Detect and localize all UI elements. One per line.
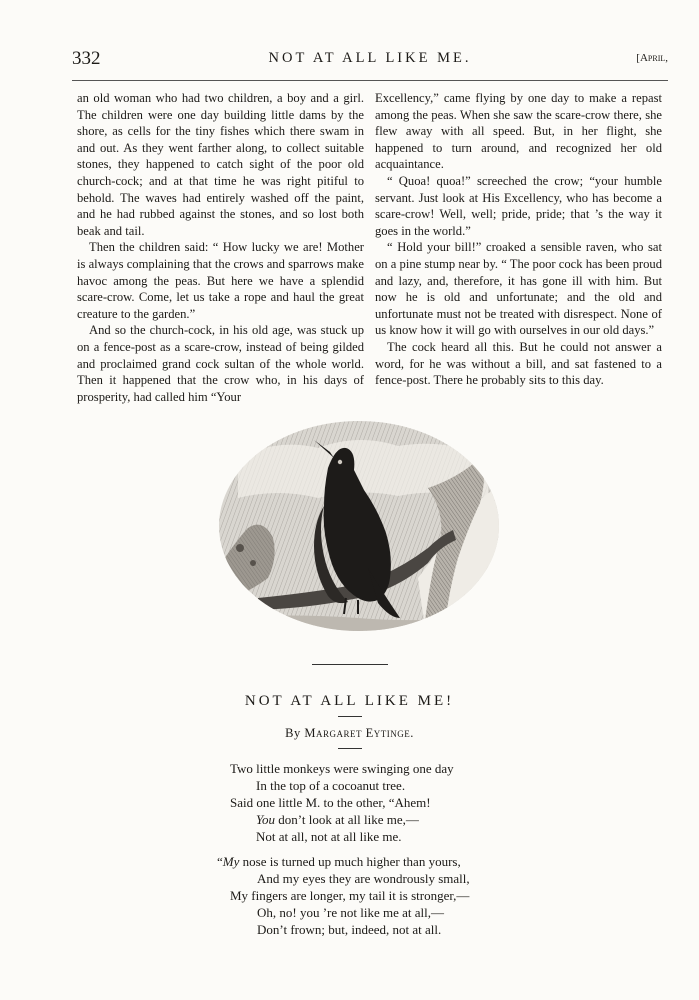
open-quote: “ xyxy=(217,854,223,869)
poem-line: In the top of a cocoanut tree. xyxy=(256,778,406,793)
poem-line: And my eyes they are wondrously small, xyxy=(257,871,470,886)
poem-line: Not at all, not at all like me. xyxy=(256,829,402,844)
page-header xyxy=(72,48,668,74)
header-rule xyxy=(72,80,668,81)
poem-byline xyxy=(0,726,699,741)
right-paragraph-2: “ Quoa! quoa!” screeched the crow; “your humble servant. Just look at His Excellency, who has become a scare-crow! Well, well; pride, pride; that ’s the way it goes in the world.” xyxy=(375,173,662,238)
poem-stanza-1 xyxy=(230,760,454,845)
poem-line: Two little monkeys were swinging one day xyxy=(230,761,454,776)
poem-line: My fingers are longer, my tail it is stronger,— xyxy=(230,888,470,903)
byline-rule xyxy=(338,748,362,749)
running-title: NOT AT ALL LIKE ME. xyxy=(268,50,472,66)
poem-line xyxy=(217,853,470,870)
left-paragraph-3: And so the church-cock, in his old age, was stuck up on a fence-post as a scare-crow, instead of being gilded and proclaimed grand cock sultan of the whole world. Then it happened that the crow who, in his days of prosperity, had called him “Your xyxy=(77,323,364,404)
poem-author: Margaret Eytinge. xyxy=(304,726,414,740)
poem-title: NOT AT ALL LIKE ME! xyxy=(244,693,455,709)
left-paragraph-2: Then the children said: “ How lucky we are! Mother is always complaining that the crows and sparrows make havoc among the peas. But here we have a splendid scare-crow. Come, let us take a rope and haul the great creature to the garden.” xyxy=(77,240,364,321)
right-paragraph-1: Excellency,” came flying by one day to make a repast among the peas. When she saw the scare-crow there, she flew away with all speed. But, in her flight, she happened to turn around, and recognized her old acquaintance. xyxy=(375,91,662,172)
emphasis-my: My xyxy=(222,854,240,869)
left-column xyxy=(77,90,364,405)
poem-stanza-2 xyxy=(217,853,470,938)
poem-line-rest: don’t look at all like me,— xyxy=(275,812,419,827)
emphasis-you: You xyxy=(256,812,276,827)
running-month: [April, xyxy=(636,52,668,64)
poem-line: Don’t frown; but, indeed, not at all. xyxy=(257,922,442,937)
poem-line: Said one little M. to the other, “Ahem! xyxy=(230,795,431,810)
right-column xyxy=(375,90,662,389)
poem-line xyxy=(230,811,454,828)
section-divider xyxy=(312,664,388,665)
crow-on-branch-engraving-icon xyxy=(218,418,500,640)
right-paragraph-3: “ Hold your bill!” croaked a sensible raven, who sat on a pine stump near by. “ The poor cock has been proud and lazy, and, therefore, it has gone ill with him. But now he is old and unfortunate; and the old and unfortunate must not be treated with disrespect. None of us know how it will go with ourselves in our old days.” xyxy=(375,240,662,338)
byline-prefix: By xyxy=(285,726,301,740)
poem-line: Oh, no! you ’re not like me at all,— xyxy=(257,905,445,920)
title-rule xyxy=(338,716,362,717)
poem-line-rest: nose is turned up much higher than yours, xyxy=(239,854,461,869)
left-paragraph-1: an old woman who had two children, a boy and a girl. The children were one day building little dams by the shore, as cells for the tiny fishes which there swam in and out. As they went farther along, to collect suitable stones, they happened to catch sight of the poor old church-cock; and at that time he was right pitiful to behold. The waves had entirely washed off the paint, and he had rubbed against the stones, and so lost both beak and tail. xyxy=(77,91,364,238)
page-number: 332 xyxy=(72,48,101,69)
right-paragraph-4: The cock heard all this. But he could not answer a word, for he was without a bill, and sat fastened to a fence-post. There he probably sits to this day. xyxy=(375,339,662,388)
